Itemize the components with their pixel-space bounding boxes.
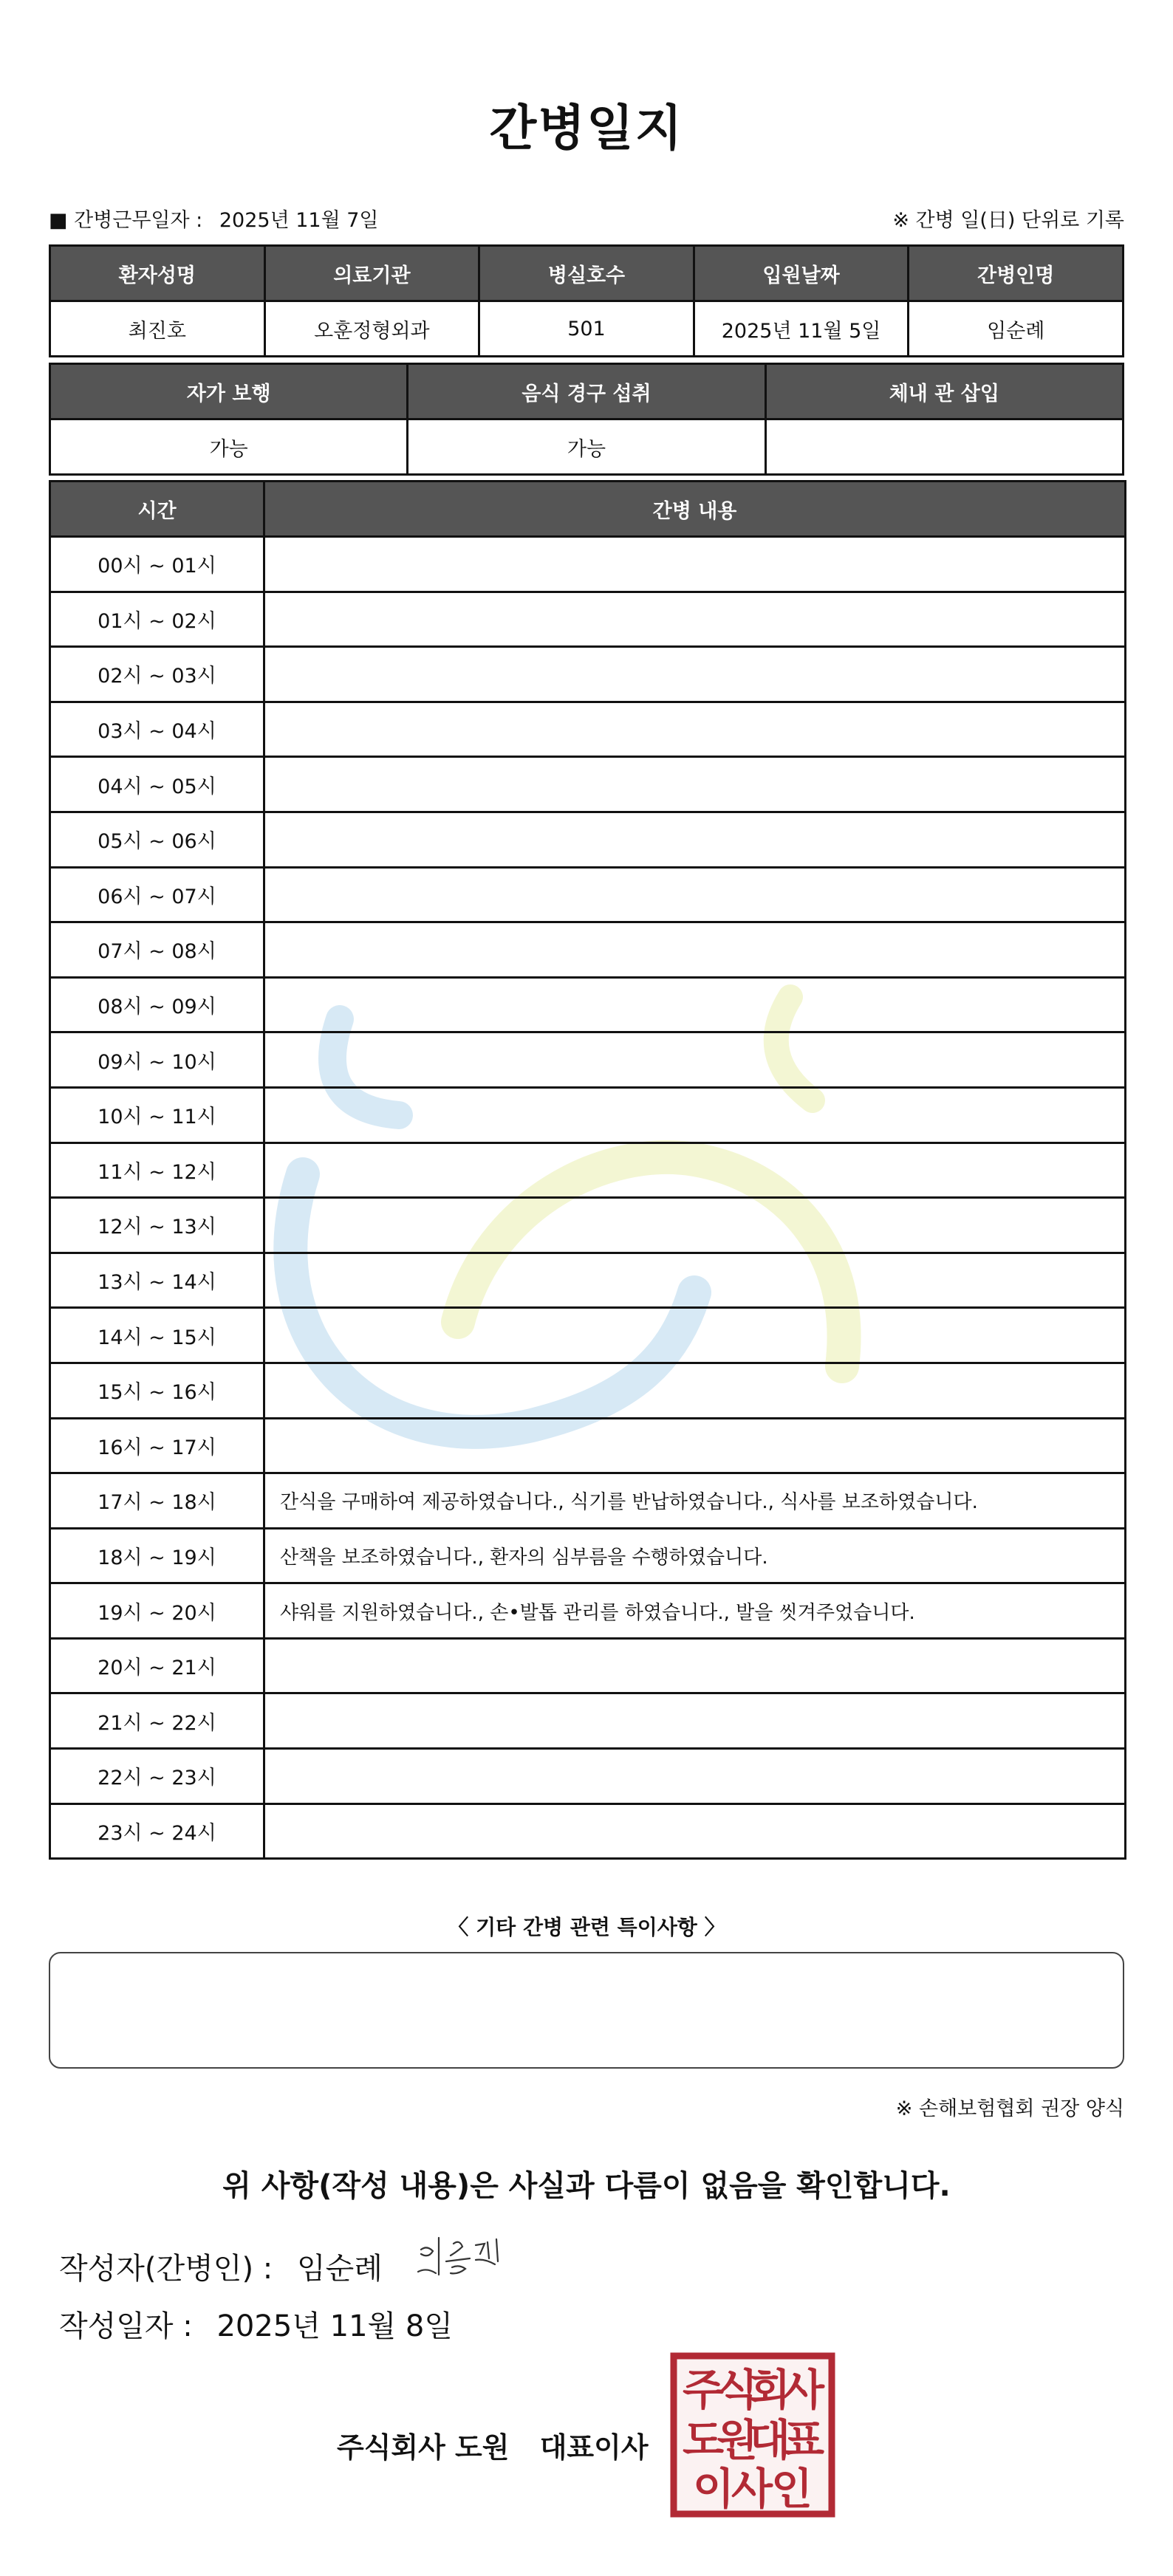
table-row [50,1418,1126,1473]
header-caregiver: 간병인명 [909,246,1124,301]
time-cell: 04시 ~ 05시 [50,757,264,812]
time-cell: 06시 ~ 07시 [50,867,264,922]
hospital: 오훈정형외과 [264,301,479,357]
table-row [50,647,1126,702]
care-content-cell: 샤워를 지원하였습니다., 손•발톱 관리를 하였습니다., 발을 씻겨주었습니다. [264,1583,1126,1639]
admission-date: 2025년 11월 5일 [694,301,909,357]
work-date-label: ■ 간병근무일자 : [49,209,203,232]
table-row [50,1583,1126,1639]
care-content-cell [264,592,1126,647]
written-date-value: 2025년 11월 8일 [216,2309,453,2343]
notes-title: 〈 기타 간병 관련 특이사항 〉 [448,1915,725,1939]
svg-text:주: 주 [682,2365,725,2415]
care-content-cell [264,757,1126,812]
svg-text:사: 사 [731,2464,773,2514]
time-cell: 09시 ~ 10시 [50,1032,264,1088]
time-cell: 02시 ~ 03시 [50,647,264,702]
header-admission-date: 입원날짜 [694,246,909,301]
header-hospital: 의료기관 [264,246,479,301]
time-cell: 18시 ~ 19시 [50,1528,264,1583]
svg-text:원: 원 [716,2415,759,2465]
svg-text:대: 대 [748,2415,791,2465]
care-content-cell [264,647,1126,702]
time-cell: 07시 ~ 08시 [50,922,264,978]
tube-insertion-value [765,419,1123,475]
care-content-cell [264,1693,1126,1749]
self-walking-value: 가능 [50,419,408,475]
patient-status-table [49,363,1124,476]
table-row [50,812,1126,867]
company-line [337,2425,649,2465]
care-content-cell: 산책을 보조하였습니다., 환자의 심부름을 수행하였습니다. [264,1528,1126,1583]
time-cell: 13시 ~ 14시 [50,1253,264,1308]
svg-text:표: 표 [782,2415,825,2465]
table-row [50,1087,1126,1143]
time-cell: 14시 ~ 15시 [50,1308,264,1363]
table-row [50,1198,1126,1253]
notes-box [49,1952,1124,2069]
header-tube-insertion: 체내 관 삽입 [765,364,1123,419]
table-row [50,702,1126,757]
table-row [50,867,1126,922]
header-time: 시간 [50,482,264,537]
time-cell: 01시 ~ 02시 [50,592,264,647]
time-cell: 08시 ~ 09시 [50,977,264,1032]
care-content-cell [264,1143,1126,1198]
table-row [50,1253,1126,1308]
care-content-cell [264,1087,1126,1143]
time-cell: 00시 ~ 01시 [50,537,264,592]
care-content-cell [264,867,1126,922]
time-cell: 23시 ~ 24시 [50,1803,264,1859]
time-cell: 03시 ~ 04시 [50,702,264,757]
svg-text:인: 인 [770,2464,813,2514]
care-log-body [50,537,1126,1859]
care-content-cell [264,1032,1126,1088]
handwritten-signature [414,2229,524,2288]
time-cell: 16시 ~ 17시 [50,1418,264,1473]
patient-name: 최진호 [50,301,265,357]
table-row [50,537,1126,592]
time-cell: 11시 ~ 12시 [50,1143,264,1198]
care-content-cell [264,1418,1126,1473]
company-name: 주식회사 도원 [337,2431,510,2464]
writer-name: 임순례 [296,2252,383,2286]
svg-text:식: 식 [716,2365,759,2415]
care-content-cell [264,977,1126,1032]
company-seal [669,2351,836,2518]
work-date-value: 2025년 11월 7일 [219,209,379,232]
svg-text:이: 이 [692,2464,735,2514]
recommend-note: ※ 손해보험협회 권장 양식 [895,2097,1124,2120]
table-row [50,1308,1126,1363]
care-content-cell [264,1253,1126,1308]
care-content-cell [264,1638,1126,1693]
care-log-table [49,480,1126,1860]
time-cell: 12시 ~ 13시 [50,1198,264,1253]
care-content-cell [264,812,1126,867]
written-date-line [59,2303,453,2345]
care-content-cell [264,922,1126,978]
header-self-walking: 자가 보행 [50,364,408,419]
care-content-cell [264,1749,1126,1804]
time-cell: 21시 ~ 22시 [50,1693,264,1749]
written-date-label: 작성일자 : [59,2309,193,2343]
time-cell: 22시 ~ 23시 [50,1749,264,1804]
representative-title: 대표이사 [539,2431,649,2464]
table-row [50,1803,1126,1859]
work-date [49,204,379,233]
patient-info-table [49,244,1124,357]
header-oral-intake: 음식 경구 섭취 [408,364,765,419]
table-row [50,1363,1126,1418]
time-cell: 05시 ~ 06시 [50,812,264,867]
record-note: ※ 간병 일(日) 단위로 기록 [892,209,1124,232]
svg-text:회: 회 [748,2365,791,2415]
time-cell: 20시 ~ 21시 [50,1638,264,1693]
care-content-cell [264,702,1126,757]
time-cell: 19시 ~ 20시 [50,1583,264,1639]
svg-text:사: 사 [782,2365,825,2415]
writer-label: 작성자(간병인) : [59,2252,273,2286]
confirm-statement: 위 사항(작성 내용)은 사실과 다름이 없음을 확인합니다. [222,2169,951,2203]
care-content-cell [264,1308,1126,1363]
caregiver-name: 임순례 [909,301,1124,357]
care-content-cell: 간식을 구매하여 제공하였습니다., 식기를 반납하였습니다., 식사를 보조하였습니다. [264,1473,1126,1529]
time-cell: 15시 ~ 16시 [50,1363,264,1418]
svg-text:도: 도 [682,2415,725,2465]
table-row [50,1143,1126,1198]
header-patient-name: 환자성명 [50,246,265,301]
table-row [50,1528,1126,1583]
table-row [50,1749,1126,1804]
document-title: 간병일지 [489,100,684,157]
table-row [50,1032,1126,1088]
time-cell: 17시 ~ 18시 [50,1473,264,1529]
table-row [50,922,1126,978]
writer-line [59,2245,383,2287]
header-room: 병실호수 [479,246,694,301]
care-content-cell [264,1803,1126,1859]
table-row [50,757,1126,812]
table-row [50,592,1126,647]
header-care-content: 간병 내용 [264,482,1126,537]
table-row [50,1638,1126,1693]
oral-intake-value: 가능 [408,419,765,475]
care-content-cell [264,1363,1126,1418]
care-content-cell [264,1198,1126,1253]
table-row [50,1473,1126,1529]
time-cell: 10시 ~ 11시 [50,1087,264,1143]
table-row [50,1693,1126,1749]
care-content-cell [264,537,1126,592]
table-row [50,977,1126,1032]
room-number: 501 [479,301,694,357]
